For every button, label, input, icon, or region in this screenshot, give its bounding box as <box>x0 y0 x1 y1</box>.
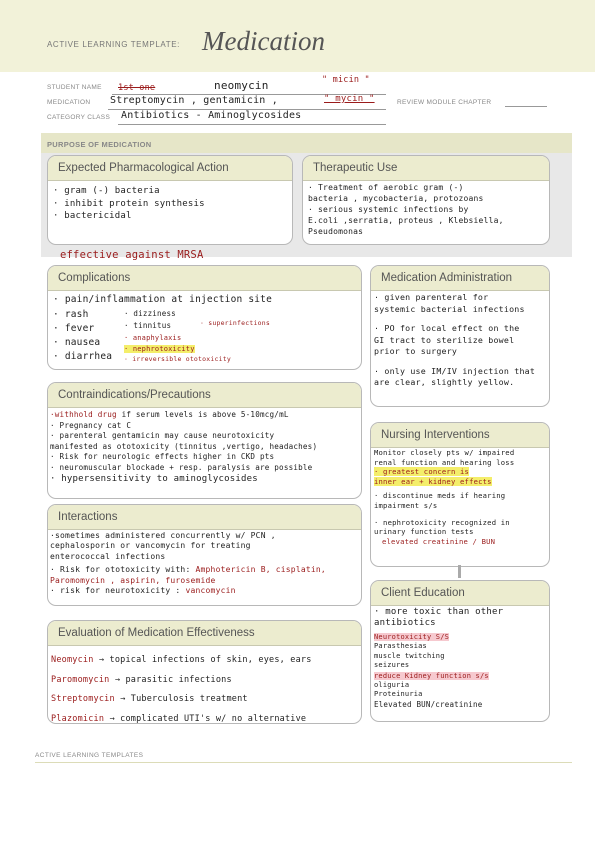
expected-action-body <box>53 185 288 223</box>
contraindications-body <box>50 410 357 484</box>
med-admin-line: prior to surgery <box>374 346 458 356</box>
therapeutic-use-line: · serious systemic infections by <box>308 205 469 214</box>
med-admin-line: · given parenteral for <box>374 292 489 302</box>
med-admin-line: · PO for local effect on the <box>374 323 520 333</box>
interactions-title: Interactions <box>58 511 118 523</box>
template-label: ACTIVE LEARNING TEMPLATE: <box>47 40 180 49</box>
complication-item: · nausea <box>53 337 101 348</box>
nursing-line: urinary function tests <box>374 527 474 537</box>
client-ed-neuro-head: Neurotoxicity S/S <box>374 633 450 641</box>
complication-item: · rash <box>53 309 89 320</box>
spacer <box>374 511 545 518</box>
evaluation-title: Evaluation of Medication Effectiveness <box>58 627 255 639</box>
client-ed-line: Elevated BUN/creatinine <box>374 699 483 709</box>
interaction-line <box>50 565 357 575</box>
evaluation-box <box>47 620 362 724</box>
spacer <box>374 315 545 323</box>
med-admin-body <box>374 292 545 389</box>
interaction-oto-drugs: Amphotericin B, cisplatin, <box>195 565 326 575</box>
evaluation-body <box>51 651 357 724</box>
complication-item: · dizziness <box>124 309 176 318</box>
expected-action-line: · inhibit protein synthesis <box>53 198 205 209</box>
evaluation-item <box>51 651 357 671</box>
interactions-box <box>47 504 362 606</box>
complications-box <box>47 265 362 370</box>
medication-label: MEDICATION <box>47 99 91 106</box>
interactions-body <box>50 531 357 596</box>
interaction-line: enterococcal infections <box>50 551 166 561</box>
interaction-neuro-drug: vancomycin <box>185 586 236 596</box>
client-ed-line: Parasthesias <box>374 642 427 650</box>
complication-item: · irreversible ototoxicity <box>124 355 231 363</box>
evaluation-use: → Tuberculosis treatment <box>114 694 248 704</box>
template-title: Medication <box>202 26 325 56</box>
student-name-value: 1st one <box>118 83 156 93</box>
client-ed-line: muscle twitching <box>374 651 445 660</box>
category-label: CATEGORY CLASS <box>47 114 111 121</box>
client-ed-box <box>370 580 550 722</box>
interaction-line <box>50 586 357 596</box>
evaluation-item <box>51 671 357 691</box>
complication-item: · diarrhea <box>53 351 113 362</box>
nursing-concern-1: · greatest concern is <box>374 467 470 477</box>
complication-item: · tinnitus <box>124 321 172 330</box>
interaction-line: cephalosporin or vancomycin for treating <box>50 541 251 551</box>
client-ed-neuro-head-wrap <box>374 632 545 642</box>
nursing-title: Nursing Interventions <box>381 429 490 441</box>
client-ed-line: seizures <box>374 661 410 669</box>
spacer <box>374 358 545 366</box>
med-admin-line: systemic bacterial infections <box>374 303 525 314</box>
expected-action-title: Expected Pharmacological Action <box>58 162 229 174</box>
review-module-label: REVIEW MODULE CHAPTER <box>397 99 492 106</box>
client-ed-line: oliguria <box>374 680 410 689</box>
complication-item: · superinfections <box>200 319 270 327</box>
medication-suffix-note: " mycin " <box>324 94 375 104</box>
med-admin-title: Medication Administration <box>381 272 513 284</box>
review-module-line <box>505 106 547 107</box>
evaluation-use: → complicated UTI's w/ no alternative <box>104 713 307 724</box>
evaluation-drug: Paromomycin <box>51 674 110 685</box>
interaction-oto-label: · Risk for ototoxicity with: <box>50 565 191 575</box>
evaluation-use: → topical infections of skin, eyes, ears <box>93 655 312 665</box>
expected-action-box <box>47 155 293 245</box>
complications-title: Complications <box>58 272 131 284</box>
student-name-label: STUDENT NAME <box>47 84 102 91</box>
expected-action-line: · bactericidal <box>53 211 132 221</box>
category-value: Antibiotics - Aminoglycosides <box>121 110 302 121</box>
therapeutic-use-line: Pseudomonas <box>308 227 364 236</box>
nursing-line: renal function and hearing loss <box>374 457 515 467</box>
therapeutic-use-box <box>302 155 550 245</box>
therapeutic-use-body <box>308 182 545 237</box>
contraindication-line: · neuromuscular blockade + resp. paralysis are possible <box>50 462 313 472</box>
drug-suffix-note: " micin " <box>322 75 370 85</box>
connector-line <box>458 565 461 578</box>
nursing-concern-2: inner ear + kidney effects <box>374 476 492 486</box>
nursing-box <box>370 422 550 567</box>
client-ed-line: Proteinuria <box>374 690 423 698</box>
category-line <box>118 124 386 125</box>
med-admin-box <box>370 265 550 407</box>
drug-name: neomycin <box>214 79 269 92</box>
interaction-line: Paromomycin , aspirin, furosemide <box>50 575 216 585</box>
purpose-note: effective against MRSA <box>60 249 204 261</box>
evaluation-drug: Streptomycin <box>51 694 115 704</box>
footer-label: ACTIVE LEARNING TEMPLATES <box>35 752 144 759</box>
contraindication-line <box>50 410 357 421</box>
contraindication-line: · Risk for neurologic effects higher in CKD pts <box>50 452 275 462</box>
interaction-neuro-label: · risk for neurotoxicity : <box>50 586 181 596</box>
evaluation-item <box>51 710 357 725</box>
med-admin-line: are clear, slightly yellow. <box>374 377 515 387</box>
nursing-red-line: elevated creatinine / BUN <box>382 536 496 546</box>
contraindication-line: · hypersensitivity to aminoglycosides <box>50 473 258 484</box>
complication-item: · nephrotoxicity <box>124 345 195 353</box>
purpose-label: PURPOSE OF MEDICATION <box>47 140 152 149</box>
contraindication-line: manifested as ototoxicity (tinnitus ,vertigo, headaches) <box>50 441 318 451</box>
contraindication-line: · parenteral gentamicin may cause neurotoxicity <box>50 431 275 441</box>
evaluation-drug: Neomycin <box>51 655 94 665</box>
client-ed-title: Client Education <box>381 587 465 599</box>
nursing-body <box>374 448 545 546</box>
nursing-line: · discontinue meds if hearing <box>374 491 506 501</box>
nursing-concern <box>374 467 545 477</box>
nursing-line: impairment s/s <box>374 500 438 510</box>
medication-value: Streptomycin , gentamicin , <box>110 95 278 106</box>
therapeutic-use-line: E.coli ,serratia, proteus , Klebsiella, <box>308 216 504 225</box>
complication-item: · anaphylaxis <box>124 334 182 342</box>
client-ed-line: · more toxic than other <box>374 607 504 617</box>
nursing-line: · nephrotoxicity recognized in <box>374 517 510 527</box>
therapeutic-use-line: · Treatment of aerobic gram (-) <box>308 183 464 192</box>
med-admin-line: GI tract to sterilize bowel <box>374 334 515 345</box>
therapeutic-use-line: bacteria , mycobacteria, protozoans <box>308 194 484 203</box>
complication-line: · pain/inflammation at injection site <box>53 294 273 305</box>
contraindications-title: Contraindications/Precautions <box>58 389 211 401</box>
complication-item: · fever <box>53 323 95 334</box>
footer-line <box>35 762 572 763</box>
interaction-line: ·sometimes administered concurrently w/ PCN , <box>50 531 276 540</box>
expected-action-line: · gram (-) bacteria <box>53 186 160 196</box>
therapeutic-use-title: Therapeutic Use <box>313 162 398 174</box>
client-ed-line: antibiotics <box>374 618 436 628</box>
contraindication-red: ·withhold drug <box>50 410 117 419</box>
med-admin-line: · only use IM/IV injection that <box>374 365 536 376</box>
evaluation-use: → parasitic infections <box>109 674 232 685</box>
client-ed-kidney-head: reduce Kidney function s/s <box>374 671 489 680</box>
evaluation-drug: Plazomicin <box>51 713 105 724</box>
contraindication-rest: if serum levels is above 5-10mcg/mL <box>121 410 289 419</box>
contraindication-line: · Pregnancy cat C <box>50 420 132 430</box>
nursing-concern <box>374 477 545 487</box>
contraindications-box <box>47 382 362 499</box>
client-ed-kidney-head-wrap <box>374 671 545 681</box>
nursing-line: Monitor closely pts w/ impaired <box>374 448 515 457</box>
evaluation-item <box>51 690 357 710</box>
client-ed-body <box>374 607 545 709</box>
